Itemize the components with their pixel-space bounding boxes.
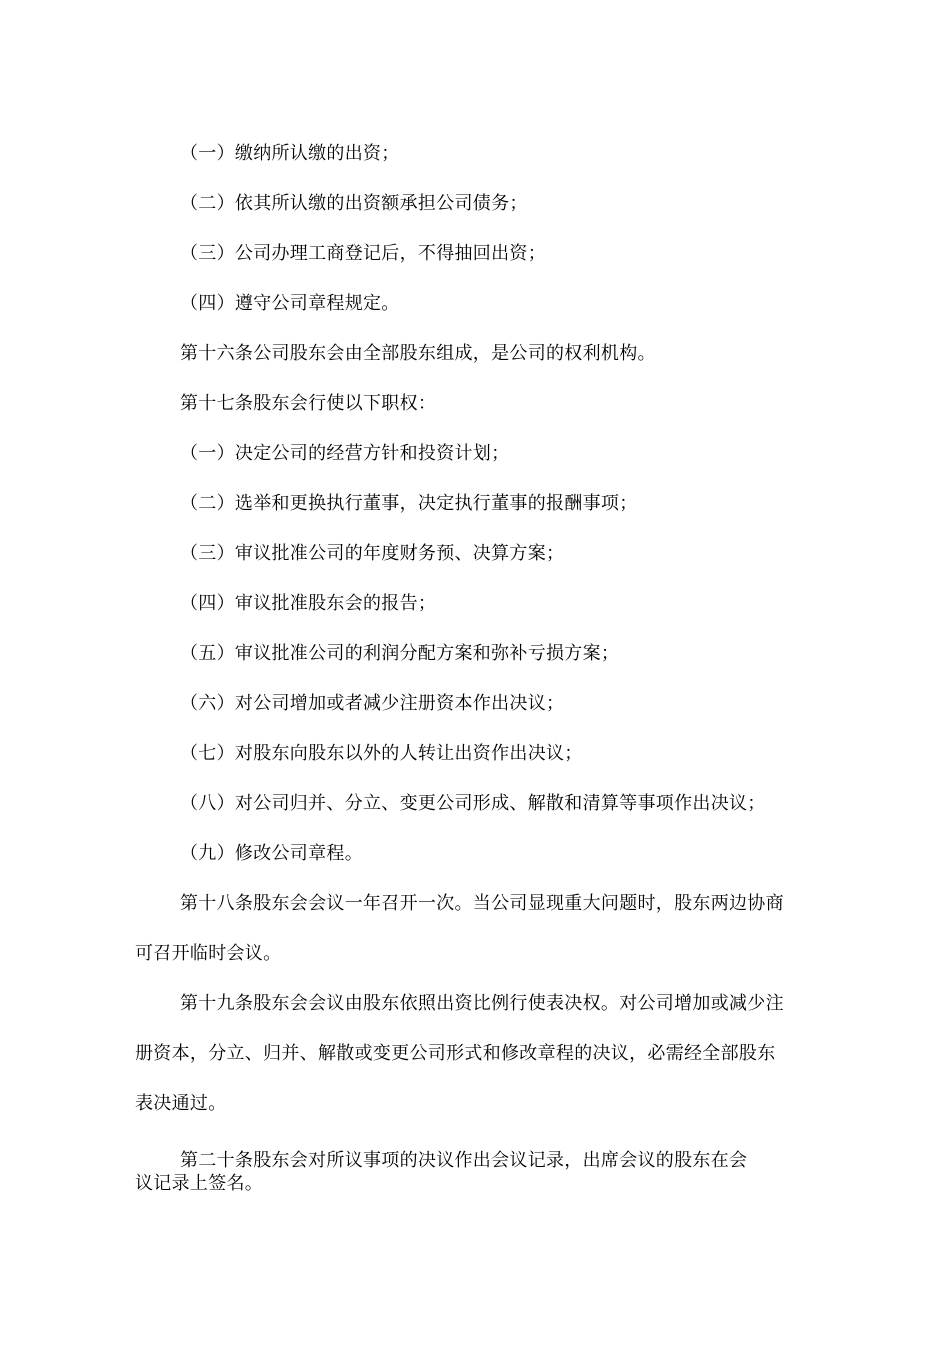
article-20: 第二十条股东会对所议事项的决议作出会议记录，出席会议的股东在会 [180, 1150, 748, 1171]
paragraph-line: （一）缴纳所认缴的出资； [180, 143, 400, 164]
paragraph-line: （一）决定公司的经营方针和投资计划； [180, 443, 510, 464]
paragraph-line: （五）审议批准公司的利润分配方案和弥补亏损方案； [180, 643, 620, 664]
paragraph-line: （八）对公司归并、分立、变更公司形成、解散和清算等事项作出决议； [180, 793, 766, 814]
article-18-continuation: 可召开临时会议。 [135, 943, 282, 964]
paragraph-line: （三）审议批准公司的年度财务预、决算方案； [180, 543, 565, 564]
paragraph-line: （三）公司办理工商登记后，不得抽回出资； [180, 243, 546, 264]
article-19: 第十九条股东会会议由股东依照出资比例行使表决权。对公司增加或减少注 [180, 993, 784, 1014]
paragraph-line: （四）遵守公司章程规定。 [180, 293, 400, 314]
article-19-continuation: 册资本，分立、归并、解散或变更公司形式和修改章程的决议，必需经全部股东 [135, 1043, 776, 1064]
article-17: 第十七条股东会行使以下职权： [180, 393, 437, 414]
paragraph-line: （六）对公司增加或者减少注册资本作出决议； [180, 693, 565, 714]
paragraph-line: （二）选举和更换执行董事，决定执行董事的报酬事项； [180, 493, 638, 514]
article-16: 第十六条公司股东会由全部股东组成，是公司的权利机构。 [180, 343, 656, 364]
article-20-continuation: 议记录上签名。 [135, 1173, 264, 1194]
paragraph-line: （九）修改公司章程。 [180, 843, 363, 864]
paragraph-line: （四）审议批准股东会的报告； [180, 593, 437, 614]
article-19-continuation: 表决通过。 [135, 1093, 227, 1114]
paragraph-line: （七）对股东向股东以外的人转让出资作出决议； [180, 743, 583, 764]
paragraph-line: （二）依其所认缴的出资额承担公司债务； [180, 193, 528, 214]
article-18: 第十八条股东会会议一年召开一次。当公司显现重大问题时，股东两边协商 [180, 893, 784, 914]
